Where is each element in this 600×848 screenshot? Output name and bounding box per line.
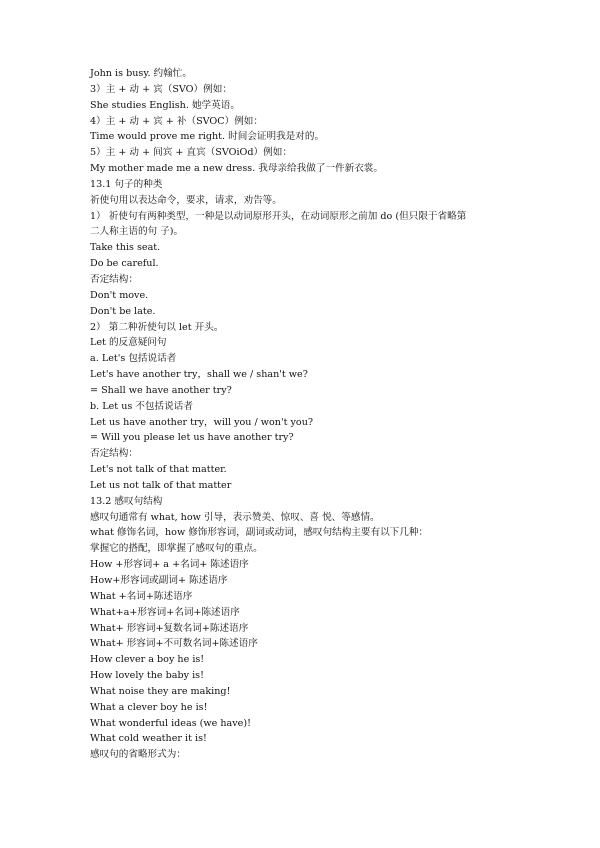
- text-line: How+形容词或副词+ 陈述语序: [90, 575, 228, 586]
- text-line: b. Let us 不包括说话者: [90, 400, 193, 412]
- text-line: = Shall we have another try?: [90, 384, 232, 396]
- text-line: Let 的反意疑问句: [90, 337, 167, 349]
- text-line: 2） 第二种祈使句以 let 开头。: [90, 321, 224, 333]
- document-body: [90, 66, 530, 763]
- text-line: 掌握它的搭配，即掌握了感叹句的重点。: [90, 543, 263, 555]
- text-line: Let's not talk of that matter.: [90, 464, 227, 476]
- text-line: Time would prove me right. 时间会证明我是对的。: [90, 131, 325, 143]
- text-line: 1） 祈使句有两种类型，一种是以动词原形开头，在动词原形之前加 do (但只限于省略第: [90, 210, 467, 222]
- text-line: She studies English. 她学英语。: [90, 99, 240, 111]
- text-line: What a clever boy he is!: [90, 701, 208, 713]
- text-line: 感叹句的省略形式为：: [90, 749, 186, 761]
- text-line: Let us have another try，will you / won't you?: [90, 416, 314, 428]
- text-line: a. Let's 包括说话者: [90, 353, 177, 365]
- text-line: Don't move.: [90, 289, 149, 301]
- text-line: How +形容词+ a +名词+ 陈述语序: [90, 559, 249, 571]
- text-line: What noise they are making!: [90, 685, 231, 697]
- section-heading: 13.2 感叹句结构: [90, 495, 163, 507]
- text-line: 3）主 + 动 + 宾（SVO）例如：: [90, 83, 232, 95]
- text-line: = Will you please let us have another try?: [90, 432, 294, 444]
- text-line: How lovely the baby is!: [90, 670, 204, 682]
- text-line: Take this seat.: [90, 242, 161, 254]
- text-line: 祈使句用以表达命令，要求，请求，劝告等。: [90, 194, 282, 206]
- text-line: Let us not talk of that matter: [90, 479, 232, 491]
- text-line: What+a+形容词+名词+陈述语序: [90, 606, 240, 618]
- section-heading: 13.1 句子的种类: [90, 178, 163, 190]
- text-line: 否定结构：: [90, 448, 138, 460]
- text-line: Don't be late.: [90, 305, 156, 317]
- text-line: What cold weather it is!: [90, 733, 207, 745]
- text-line: My mother made me a new dress. 我母亲给我做了一件新衣裳。: [90, 163, 383, 175]
- text-line: What +名词+陈述语序: [90, 590, 193, 602]
- text-line: 二人称主语的句 子)。: [90, 226, 184, 238]
- text-line: 4）主 + 动 + 宾 + 补（SVOC）例如：: [90, 115, 263, 127]
- text-line: Do be careful.: [90, 258, 159, 270]
- text-line: Let's have another try，shall we / shan't we?: [90, 369, 308, 381]
- text-line: What+ 形容词+复数名词+陈述语序: [90, 622, 249, 634]
- text-line: What+ 形容词+不可数名词+陈述语序: [90, 638, 258, 650]
- text-line: 感叹句通常有 what, how 引导，表示赞美、惊叹、喜 悦、等感情。: [90, 511, 380, 523]
- text-line: 5）主 + 动 + 间宾 + 直宾（SVOiOd）例如：: [90, 147, 292, 159]
- text-line: What wonderful ideas (we have)!: [90, 717, 251, 729]
- text-line: 否定结构：: [90, 273, 138, 285]
- text-line: what 修饰名词，how 修饰形容词，副词或动词，感叹句结构主要有以下几种：: [90, 527, 429, 539]
- text-line: John is busy. 约翰忙。: [90, 68, 192, 79]
- text-line: How clever a boy he is!: [90, 654, 205, 666]
